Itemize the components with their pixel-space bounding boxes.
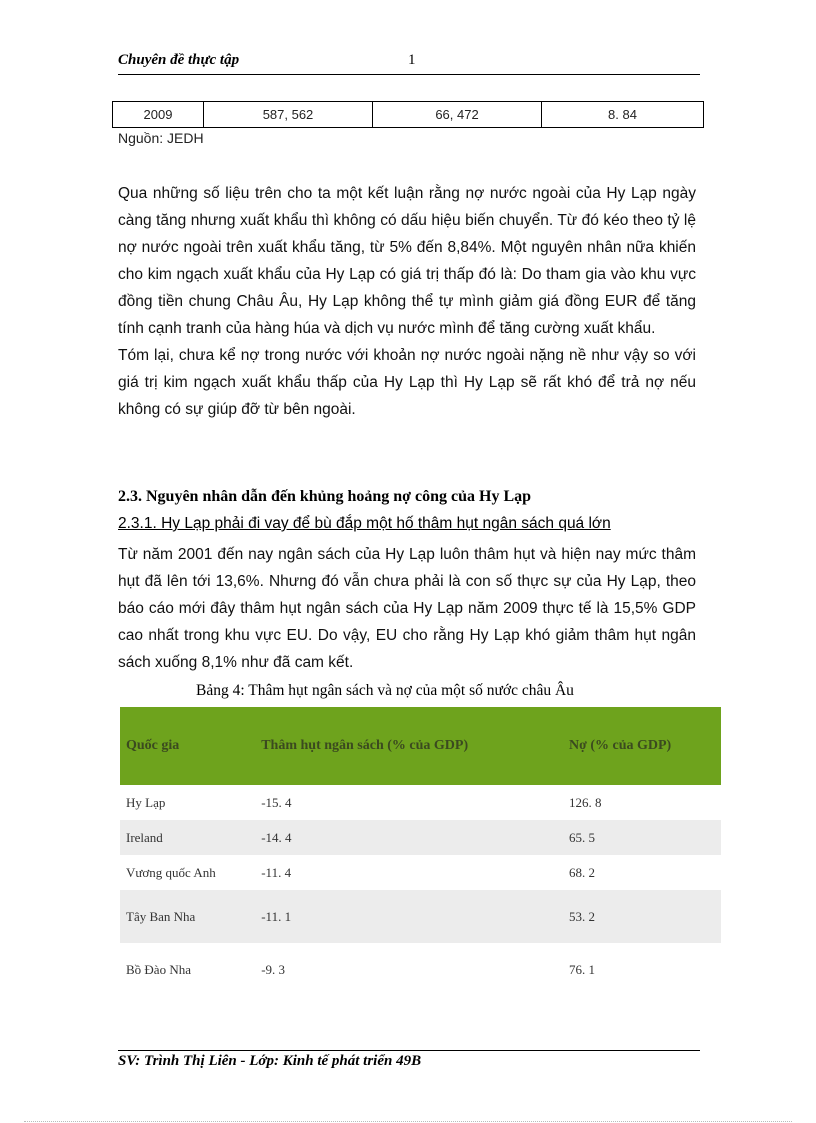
table-cell-year: 2009 (113, 102, 204, 128)
cell-debt: 76. 1 (568, 961, 595, 977)
table-row (120, 820, 721, 855)
footer-text: SV: Trình Thị Liên - Lớp: Kinh tế phát triển 49B (118, 1053, 422, 1069)
table-cell-export: 66, 472 (373, 102, 542, 128)
table-3-fragment (112, 101, 704, 128)
cell-country: Hy Lạp (126, 794, 166, 810)
header-debt: Nợ (% của GDP) (563, 707, 721, 785)
header-rule (118, 74, 700, 75)
paragraph-1: Qua những số liệu trên cho ta một kết luận rằng nợ nước ngoài của Hy Lạp ngày càng tăng nhưng xuất khẩu thì không có dấu hiệu biến chuyển. Từ đó kéo theo tỷ lệ nợ nước ngoài trên xuất khẩu tăng, từ 5% đến 8,84%. Một nguyên nhân nữa khiến cho kim ngạch xuất khẩu của Hy Lạp có giá trị thấp đó là: Do tham gia vào khu vực đồng tiền chung Châu Âu, Hy Lạp không thể tự mình giảm giá đồng EUR để tăng tính cạnh tranh của hàng húa và dịch vụ nước mình để tăng cường xuất khẩu. (118, 185, 696, 337)
cell-deficit: -14. 4 (255, 820, 563, 855)
table-header-row (120, 707, 721, 785)
cell-deficit: -15. 4 (261, 794, 292, 810)
cell-deficit: -11. 4 (261, 864, 292, 880)
cell-country: Bồ Đào Nha (126, 961, 191, 977)
cell-country: Tây Ban Nha (120, 890, 255, 943)
cell-country: Vương quốc Anh (126, 864, 216, 880)
header-country: Quốc gia (120, 707, 255, 785)
body-text-2 (118, 541, 696, 676)
paragraph-3: Từ năm 2001 đến nay ngân sách của Hy Lạp luôn thâm hụt và hiện nay mức thâm hụt đã lên tới 13,6%. Nhưng đó vẫn chưa phải là con số thực sự của Hy Lạp, theo báo cáo mới đây thâm hụt ngân sách của Hy Lạp năm 2009 thực tế là 15,5% GDP cao nhất trong khu vực EU. Do vậy, EU cho rằng Hy Lạp khó giảm thâm hụt ngân sách xuống 8,1% như đã cam kết. (118, 546, 696, 671)
cell-debt: 68. 2 (568, 864, 595, 880)
table-caption: Bảng 4: Thâm hụt ngân sách và nợ của một số nước châu Âu (196, 682, 574, 699)
footer-rule (118, 1050, 700, 1051)
page-edge (24, 1121, 792, 1122)
table-row (120, 943, 721, 996)
table-cell-ratio: 8. 84 (542, 102, 704, 128)
table-row (113, 102, 704, 128)
header-deficit: Thâm hụt ngân sách (% của GDP) (255, 707, 563, 785)
section-heading: 2.3. Nguyên nhân dẫn đến khủng hoảng nợ công của Hy Lạp (118, 488, 532, 505)
cell-debt: 53. 2 (563, 890, 721, 943)
cell-deficit: -9. 3 (261, 961, 286, 977)
subsection-heading: 2.3.1. Hy Lạp phải đi vay để bù đắp một hố thâm hụt ngân sách quá lớn (118, 515, 611, 532)
cell-country: Ireland (120, 820, 255, 855)
source-note: Nguồn: JEDH (118, 130, 204, 146)
table-row (120, 890, 721, 943)
cell-deficit: -11. 1 (255, 890, 563, 943)
cell-debt: 65. 5 (563, 820, 721, 855)
budget-deficit-table (120, 707, 721, 996)
cell-debt: 126. 8 (568, 794, 602, 810)
page-number: 1 (408, 52, 416, 68)
header-title: Chuyên đề thực tập (118, 52, 240, 68)
table-row (120, 785, 721, 820)
paragraph-2: Tóm lại, chưa kể nợ trong nước với khoản nợ nước ngoài nặng nề như vậy so với giá trị kim ngạch xuất khẩu thấp của Hy Lạp thì Hy Lạp sẽ rất khó để trả nợ nếu không có sự giúp đỡ từ bên ngoài. (118, 347, 696, 418)
table-row (120, 855, 721, 890)
body-text-1 (118, 180, 696, 423)
table-cell-debt: 587, 562 (204, 102, 373, 128)
